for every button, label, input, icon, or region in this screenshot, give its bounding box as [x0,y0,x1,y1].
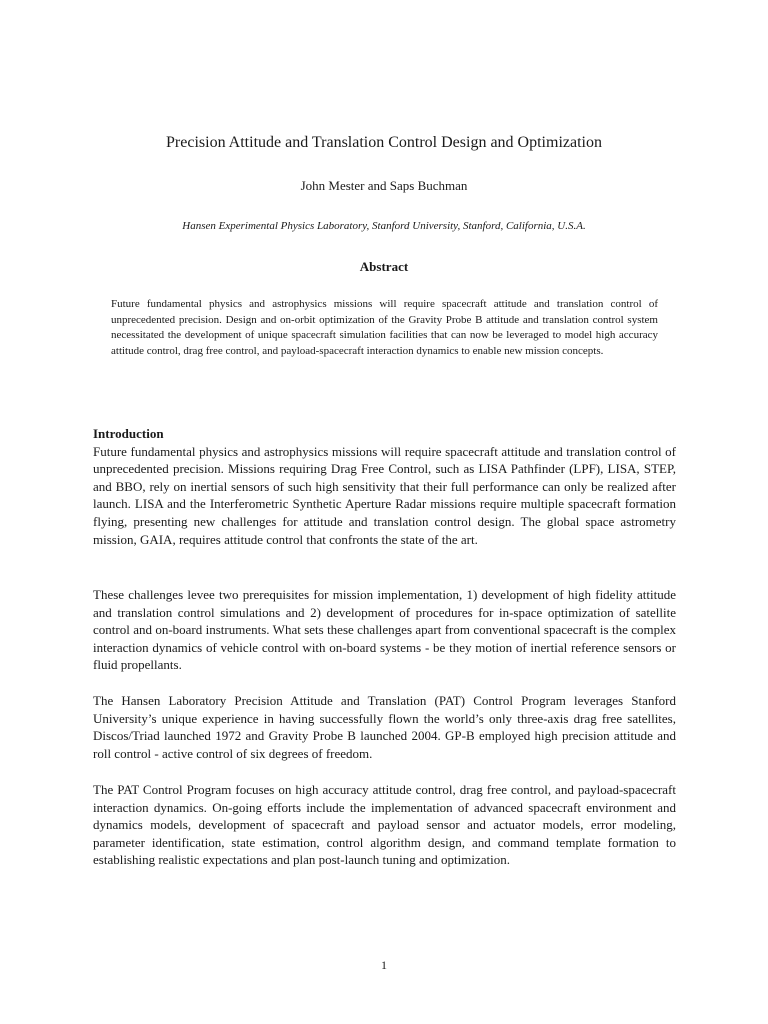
introduction-heading: Introduction [93,426,164,441]
paper-title: Precision Attitude and Translation Control Design and Optimization [166,134,602,151]
abstract-heading: Abstract [359,259,409,274]
introduction-paragraph-1 [93,425,676,548]
authors: John Mester and Saps Buchman [300,178,468,193]
paragraph-2: These challenges levee two prerequisites for mission implementation, 1) development of high fidelity attitude and translation control simulations and 2) development of procedures for in-space optimization of satellite control and on-board instruments. What sets these challenges apart from conventional spacecraft is the complex interaction dynamics of vehicle control with on-board systems - be they motion of inertial reference sensors or fluid propellants. [93,587,676,673]
paragraph-4: The PAT Control Program focuses on high accuracy attitude control, drag free control, and payload-spacecraft interaction dynamics. On-going efforts include the implementation of advanced spacecraft environment and dynamics models, development of spacecraft and payload sensor and actuator models, error modeling, parameter identification, state estimation, control algorithm design, and command template formation to establishing realistic expectations and plan post-launch tuning and optimization. [93,782,676,868]
paragraph-3: The Hansen Laboratory Precision Attitude and Translation (PAT) Control Program leverages Stanford University’s unique experience in having successfully flown the world’s only three-axis drag free satellites, Discos/Triad launched 1972 and Gravity Probe B launched 2004. GP-B employed high precision attitude and roll control - active control of six degrees of freedom. [93,693,676,761]
affiliation: Hansen Experimental Physics Laboratory, Stanford University, Stanford, California, U.S.A. [182,220,586,232]
paragraph-text: Future fundamental physics and astrophysics missions will require spacecraft attitude and translation control of unprecedented precision. Missions requiring Drag Free Control, such as LISA Pathfinder (LPF), LISA, STEP, and BBO, rely on inertial sensors of such high sensitivity that their full performance can only be realized after launch. LISA and the Interferometric Synthetic Aperture Radar missions require multiple spacecraft formation flying, presenting new challenges for attitude and translation control design. The global space astrometry mission, GAIA, requires attitude control that confronts the state of the art. [93,443,676,547]
abstract-text: Future fundamental physics and astrophysics missions will require spacecraft attitude and translation control of unprecedented precision. Design and on-orbit optimization of the Gravity Probe B attitude and translation control system necessitated the development of unique spacecraft simulation facilities that can now be leveraged to model high accuracy attitude control, drag free control, and payload-spacecraft interaction dynamics to enable new mission concepts. [111,298,658,357]
page-number: 1 [381,958,387,972]
